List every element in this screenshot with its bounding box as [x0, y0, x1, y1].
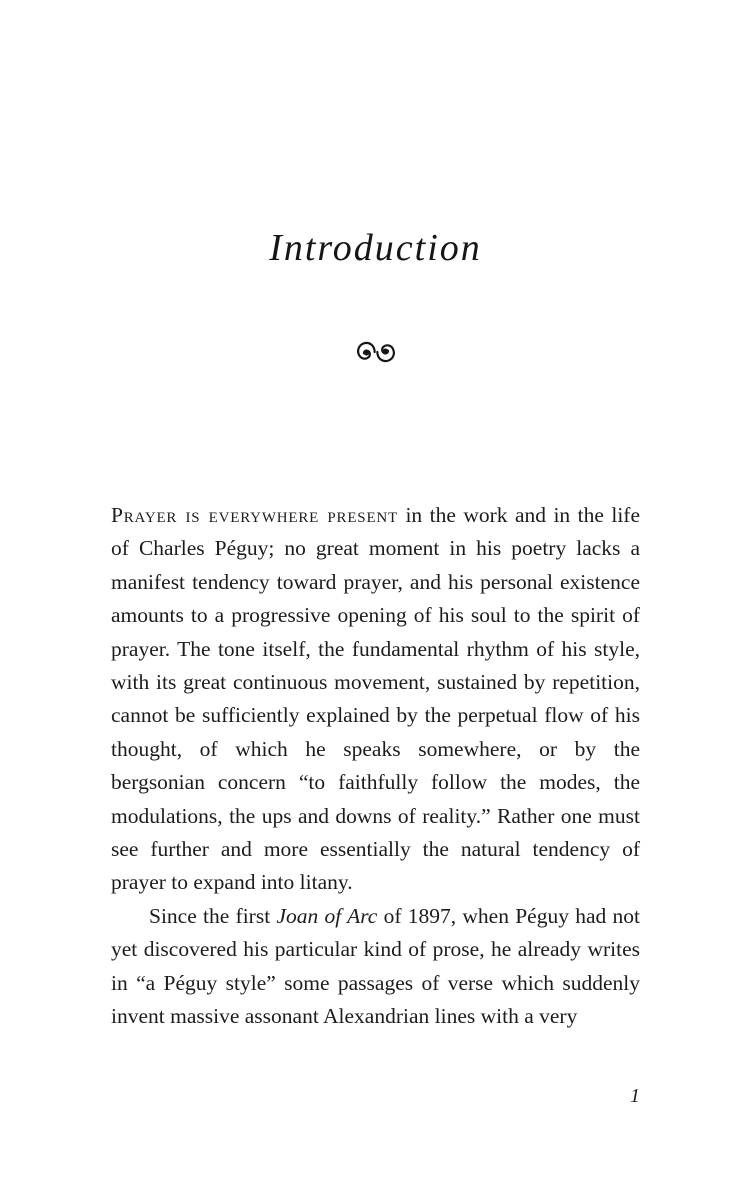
page-number: 1 — [630, 1085, 640, 1107]
cited-book-title: Joan of Arc — [276, 903, 378, 928]
paragraph-2 — [111, 900, 640, 1034]
paragraph-1 — [111, 499, 640, 900]
paragraph-2-text-before: Since the first — [149, 903, 277, 928]
body-text — [111, 499, 640, 1034]
fleuron-ornament-icon — [111, 340, 640, 364]
paragraph-2-text-after: of 1897, when Péguy had not yet discovered his particular kind of prose, he already writes in “a Péguy style” some passages of verse which suddenly invent massive assonant Alexandrian lines with a very — [111, 903, 640, 1029]
page-title: Introduction — [269, 227, 482, 269]
paragraph-opening-smallcaps: Prayer is everywhere present — [111, 503, 398, 527]
paragraph-1-text: in the work and in the life of Charles Péguy; no great moment in his poetry lacks a manifest tendency toward prayer, and his personal existence amounts to a progressive opening of his soul to the spirit of prayer. The tone itself, the fundamental rhythm of his style, with its great continuous movement, sustained by repetition, cannot be sufficiently explained by the perpetual flow of his thought, of which he speaks somewhere, or by the bergsonian concern “to faithfully follow the modes, the modulations, the ups and downs of reality.” Rather one must see further and more essentially the natural tendency of prayer to expand into litany. — [111, 503, 640, 895]
